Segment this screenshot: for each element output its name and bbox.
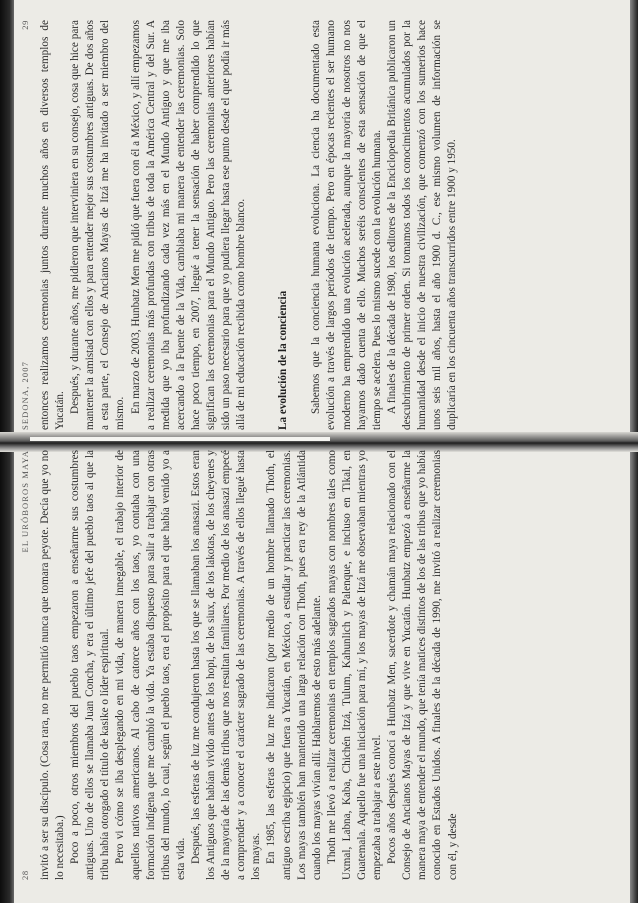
paragraph: Después, y durante años, me pidieron que interviniera en su consejo, cosa que hice para mantener la amistad con ellos y para entender mejor sus costumbres antiguas. De dos años a esta parte, el Consejo de Ancianos Mayas de Itzá me ha invitado a ser miembro del mismo.: [69, 20, 127, 430]
page-29: [20, 20, 628, 430]
paragraph: Pocos años después conocí a Hunbatz Men, sacerdote y chamán maya relacionado con el Consejo de Ancianos Mayas de Itzá y que vive en Yucatán. Hunbatz empezó a enseñarme la manera maya de entender el mundo, que tenía matices distintos de los de las tribus que yo había conocido en Estados Unidos. A finales de la década de 1990, me invitó a realizar ceremonias con él, y desde: [386, 450, 459, 880]
paragraph: Sabemos que la conciencia humana evoluciona. La ciencia ha documentado esta evolución a través de largos períodos de tiempo. Pero en épocas recientes el ser humano moderno ha emprendido una evolución acelerada, aunque la mayoría de nosotros no nos hayamos dado cuenta de ello. Muchos seréis conscientes de esta sensación de que el tiempo se acelera. Pues lo mismo sucede con la evolución humana.: [310, 20, 383, 430]
paragraph: entonces realizamos ceremonias juntos durante muchos años en diversos templos de Yucatán.: [39, 20, 67, 430]
paragraph: invitó a ser su discípulo. (Cosa rara, no me permitió nunca que tomara peyote. Decía que yo no lo necesitaba.): [39, 450, 67, 880]
paragraph: En marzo de 2003, Hunbatz Men me pidió que fuera con él a México, y allí empezamos a realizar ceremonias más profundas con tribus de toda la América Central y del Sur. A medida que yo iba profundizando cada vez más en el Mundo Antiguo y que me iba acercando a la Fuente de la Vida, cambiaba mi manera de entender las ceremonias. Solo hace poco tiempo, en 2007, llegué a tener la sensación de haber comprendido lo que significan las ceremonias para el Mundo Antiguo. Pero las ceremonias anteriores habían sido un paso necesario para que yo pudiera llegar hasta ese punto desde el que podía ir más allá de mi educación recibida como hombre blanco.: [129, 20, 248, 430]
book-gutter: [0, 432, 638, 452]
page-number: 29: [20, 20, 30, 30]
paragraph: A finales de la década de 1980, los editores de la Enciclopedia Británica publicaron un descubrimiento de primer orden. Si tomamos todos los conocimientos acumulados por la humanidad desde el inicio de nuestra civilización, que comenzó con los sumerios hace unos seis mil años, hasta el año 1900 d. C., ese mismo volumen de información se duplicaría en los cincuenta años transcurridos entre 1900 y 1950.: [385, 20, 459, 430]
running-header: [20, 450, 30, 880]
paragraph: Thoth me llevó a realizar ceremonias en templos sagrados mayas con nombres tales como Uxmal, Labna, Kaba, Chichén Itzá, Tulum, Kahunlich y Palenque, e incluso en Tikal, en Guatemala. Aquello fue una iniciación para mí, y los mayas de Itzá me observaban mientras yo empezaba a trabajar a este nivel.: [325, 450, 384, 880]
paragraph: Poco a poco, otros miembros del pueblo taos empezaron a enseñarme sus costumbres antiguas. Uno de ellos se llamaba Juan Concha, y era el último jefe del pueblo taos al que la tribu había otorgado el título de kasike o líder espiritual.: [69, 450, 112, 880]
page-number: 28: [20, 870, 30, 880]
running-header: [20, 20, 30, 430]
running-head: SEDONA, 2007: [20, 361, 30, 430]
paragraph: En 1985, las esferas de luz me indicaron (por medio de un hombre llamado Thoth, el antiguo escriba egipcio) que fuera a Yucatán, en México, a estudiar y practicar las ceremonias. Los mayas también han mantenido una larga relación con Thoth, pues era rey de la Atlántida cuando los mayas vivían allí. Hablaremos de esto más adelante.: [265, 450, 323, 880]
gutter-highlight: [30, 437, 330, 441]
section-heading: La evolución de la conciencia: [277, 290, 290, 430]
paragraph: Pero vi cómo se iba desplegando en mi vida, de manera innegable, el trabajo interior de aquellos nativos americanos. Al cabo de catorce años con los taos, yo contaba con una formación indígena que me cambió la vida. Ya estaba dispuesto para salir a trabajar con otras tribus del mundo, lo cual, según el pueblo taos, era el propósito para el que había venido yo a esta vida.: [114, 450, 187, 880]
page-28: [20, 450, 628, 880]
paragraph: Después, las esferas de luz me condujeron hasta los que se llamaban los anasazi. Estos eran los Antiguos que habían vivido antes de los hopi, de los siux, de los lakotas, de los cheyenes y de la mayoría de las demás tribus que nos resultan familiares. Por medio de los anasazi empecé a comprender y a conocer el carácter sagrado de las ceremonias. A través de ellos llegué hasta los mayas.: [189, 450, 263, 880]
running-head: EL URÓBOROS MAYA: [20, 450, 30, 553]
